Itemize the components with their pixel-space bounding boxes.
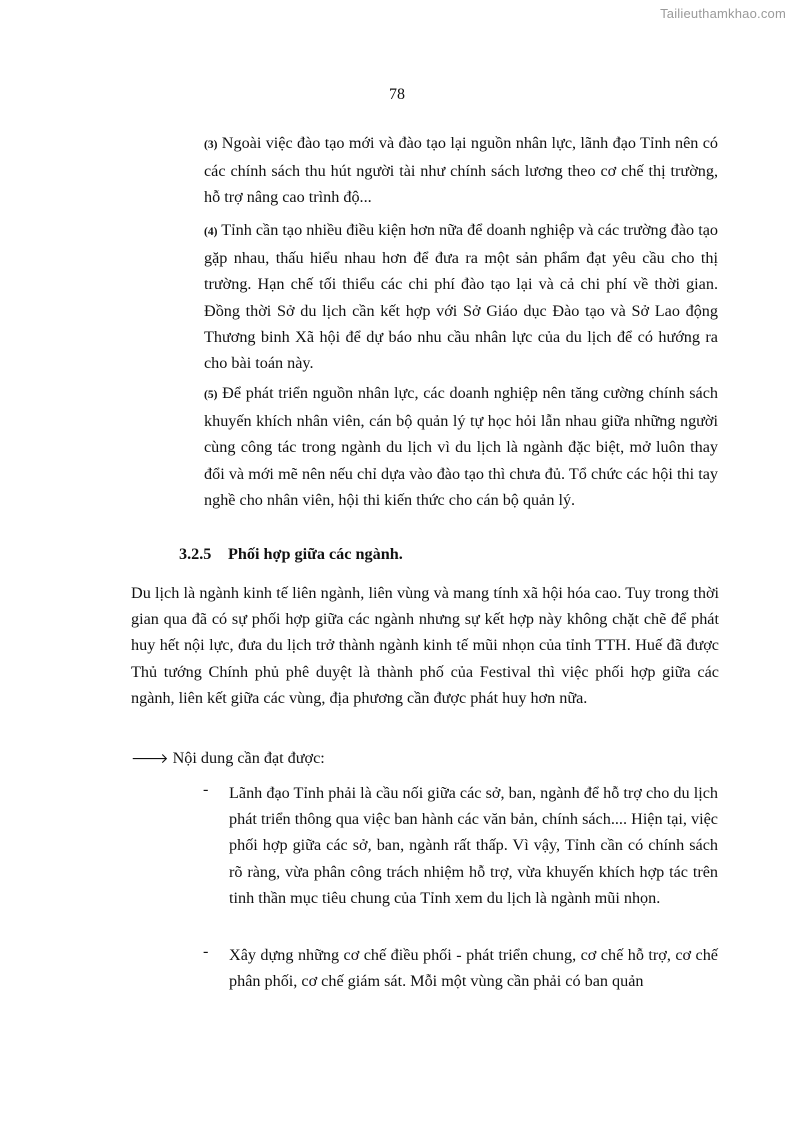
paragraph-3: [204, 130, 718, 211]
section-number: 3.2.5: [179, 545, 212, 563]
paragraph-text: Tỉnh cần tạo nhiều điều kiện hơn nữa để doanh nghiệp và các trường đào tạo gặp nhau, thấu hiểu nhau hơn để đưa ra một sản phẩm đạt yêu cầu cho thị trường. Hạn chế tối thiểu các chi phí đào tạo lại và cả chi phí về thời gian. Đồng thời Sở du lịch cần kết hợp với Sở Giáo dục Đào tạo và Sở Lao động Thương binh Xã hội để dự báo nhu cầu nhân lực của du lịch để có hướng ra cho bài toán này.: [204, 221, 718, 373]
page-number: 78: [389, 86, 405, 103]
paragraph-4: [204, 217, 718, 376]
paragraph-number: (5): [204, 389, 218, 401]
requirements-label: Nội dung cần đạt được:: [172, 749, 325, 767]
paragraph-5: [204, 380, 718, 513]
paragraph-text: Ngoài việc đào tạo mới và đào tạo lại nguồn nhân lực, lãnh đạo Tỉnh nên có các chính sách thu hút người tài như chính sách lương theo cơ chế thị trường, hỗ trợ nâng cao trình độ...: [204, 134, 718, 207]
section-heading: [179, 545, 403, 564]
bullet-item: Lãnh đạo Tỉnh phải là cầu nối giữa các sở, ban, ngành để hỗ trợ cho du lịch phát triển thông qua việc ban hành các văn bản, chính sách.... Hiện tại, việc phối hợp giữa các sở, ban, ngành rất thấp. Vì vậy, Tỉnh cần có chính sách rõ ràng, vừa phân công trách nhiệm hỗ trợ, vừa khuyến khích hợp tác trên tinh thần mục tiêu chung của Tỉnh xem du lịch là ngành mũi nhọn.: [229, 784, 718, 907]
paragraph-number: (4): [204, 226, 218, 238]
watermark: Tailieuthamkhao.com: [660, 6, 786, 21]
requirements-intro: [131, 749, 325, 768]
bullet-item: Xây dựng những cơ chế điều phối - phát triển chung, cơ chế hỗ trợ, cơ chế phân phối, cơ chế giám sát. Mỗi một vùng cần phải có ban quản: [229, 946, 718, 991]
intro-paragraph: Du lịch là ngành kinh tế liên ngành, liên vùng và mang tính xã hội hóa cao. Tuy trong thời gian qua đã có sự phối hợp giữa các ngành nhưng sự kết hợp này không chặt chẽ để phát huy hết nội lực, đưa du lịch trở thành ngành kinh tế mũi nhọn của tỉnh TTH. Huế đã được Thủ tướng Chính phủ phê duyệt là thành phố của Festival thì việc phối hợp giữa các ngành, liên kết giữa các vùng, địa phương cần được phát huy hơn nữa.: [131, 584, 719, 707]
section-title: Phối hợp giữa các ngành.: [228, 545, 403, 563]
arrow-right-icon: 🡒: [131, 751, 169, 767]
paragraph-number: (3): [204, 139, 218, 151]
paragraph-text: Để phát triển nguồn nhân lực, các doanh nghiệp nên tăng cường chính sách khuyến khích nhân viên, cán bộ quản lý tự học hỏi lẫn nhau giữa những người cùng công tác trong ngành du lịch vì du lịch là ngành đặc biệt, mở luôn thay đổi và mới mẽ nên nếu chỉ dựa vào đào tạo thì chưa đủ. Tổ chức các hội thi tay nghề cho nhân viên, hội thi kiến thức cho cán bộ quản lý.: [204, 384, 719, 509]
bullet-dash: -: [203, 942, 209, 960]
bullet-dash: -: [203, 780, 209, 798]
